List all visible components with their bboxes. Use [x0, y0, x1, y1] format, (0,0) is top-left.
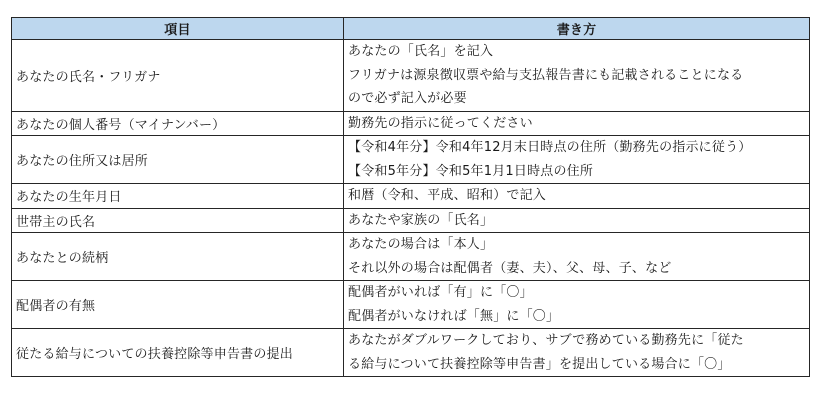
- how-cell: [344, 208, 810, 233]
- table-row: [12, 136, 810, 184]
- how-cell: [344, 40, 810, 112]
- how-cell: [344, 281, 810, 329]
- how-line: あなたがダブルワークしており、サブで務めている勤務先に「従た: [348, 333, 744, 348]
- how-line: 【令和4年分】令和4年12月末日時点の住所（勤務先の指示に従う）: [348, 140, 752, 155]
- how-line: あなたや家族の「氏名」: [348, 212, 494, 228]
- item-cell: あなたの生年月日: [12, 184, 344, 209]
- table-row: [12, 40, 810, 112]
- table-row: [12, 184, 810, 209]
- item-cell: 配偶者の有無: [12, 281, 344, 329]
- how-line: 【令和5年分】令和5年1月1日時点の住所: [348, 163, 594, 179]
- how-cell: [344, 329, 810, 377]
- item-cell: 世帯主の氏名: [12, 208, 344, 233]
- table-row: [12, 329, 810, 377]
- how-line: フリガナは源泉徴収票や給与支払報告書にも記載されることになる: [348, 67, 744, 83]
- how-line: ので必ず記入が必要: [348, 91, 467, 106]
- how-line: あなたの「氏名」を記入: [348, 44, 494, 59]
- how-cell: [344, 111, 810, 136]
- item-cell: あなたの氏名・フリガナ: [12, 40, 344, 112]
- item-cell: あなたの住所又は居所: [12, 136, 344, 184]
- item-cell: あなたとの続柄: [12, 233, 344, 281]
- how-line: 和暦（令和、平成、昭和）で記入: [348, 188, 547, 203]
- table-header-row: [12, 18, 810, 40]
- table-row: [12, 111, 810, 136]
- table-row: [12, 281, 810, 329]
- how-cell: [344, 184, 810, 209]
- table-row: [12, 233, 810, 281]
- how-line: あなたの場合は「本人」: [348, 237, 494, 252]
- how-line: 勤務先の指示に従ってください: [348, 115, 533, 131]
- how-line: る給与について扶養控除等申告書」を提出している場合に「〇」: [348, 356, 731, 372]
- how-line: それ以外の場合は配偶者（妻、夫）、父、母、子、など: [348, 260, 672, 276]
- header-how-to-write: 書き方: [344, 18, 810, 40]
- table-row: [12, 208, 810, 233]
- instructions-table: [11, 17, 810, 377]
- how-cell: [344, 136, 810, 184]
- header-item: 項目: [12, 18, 344, 40]
- how-line: 配偶者がいれば「有」に「〇」: [348, 285, 533, 300]
- how-cell: [344, 233, 810, 281]
- how-line: 配偶者がいなければ「無」に「〇」: [348, 308, 560, 324]
- item-cell: 従たる給与についての扶養控除等申告書の提出: [12, 329, 344, 377]
- item-cell: あなたの個人番号（マイナンバー）: [12, 111, 344, 136]
